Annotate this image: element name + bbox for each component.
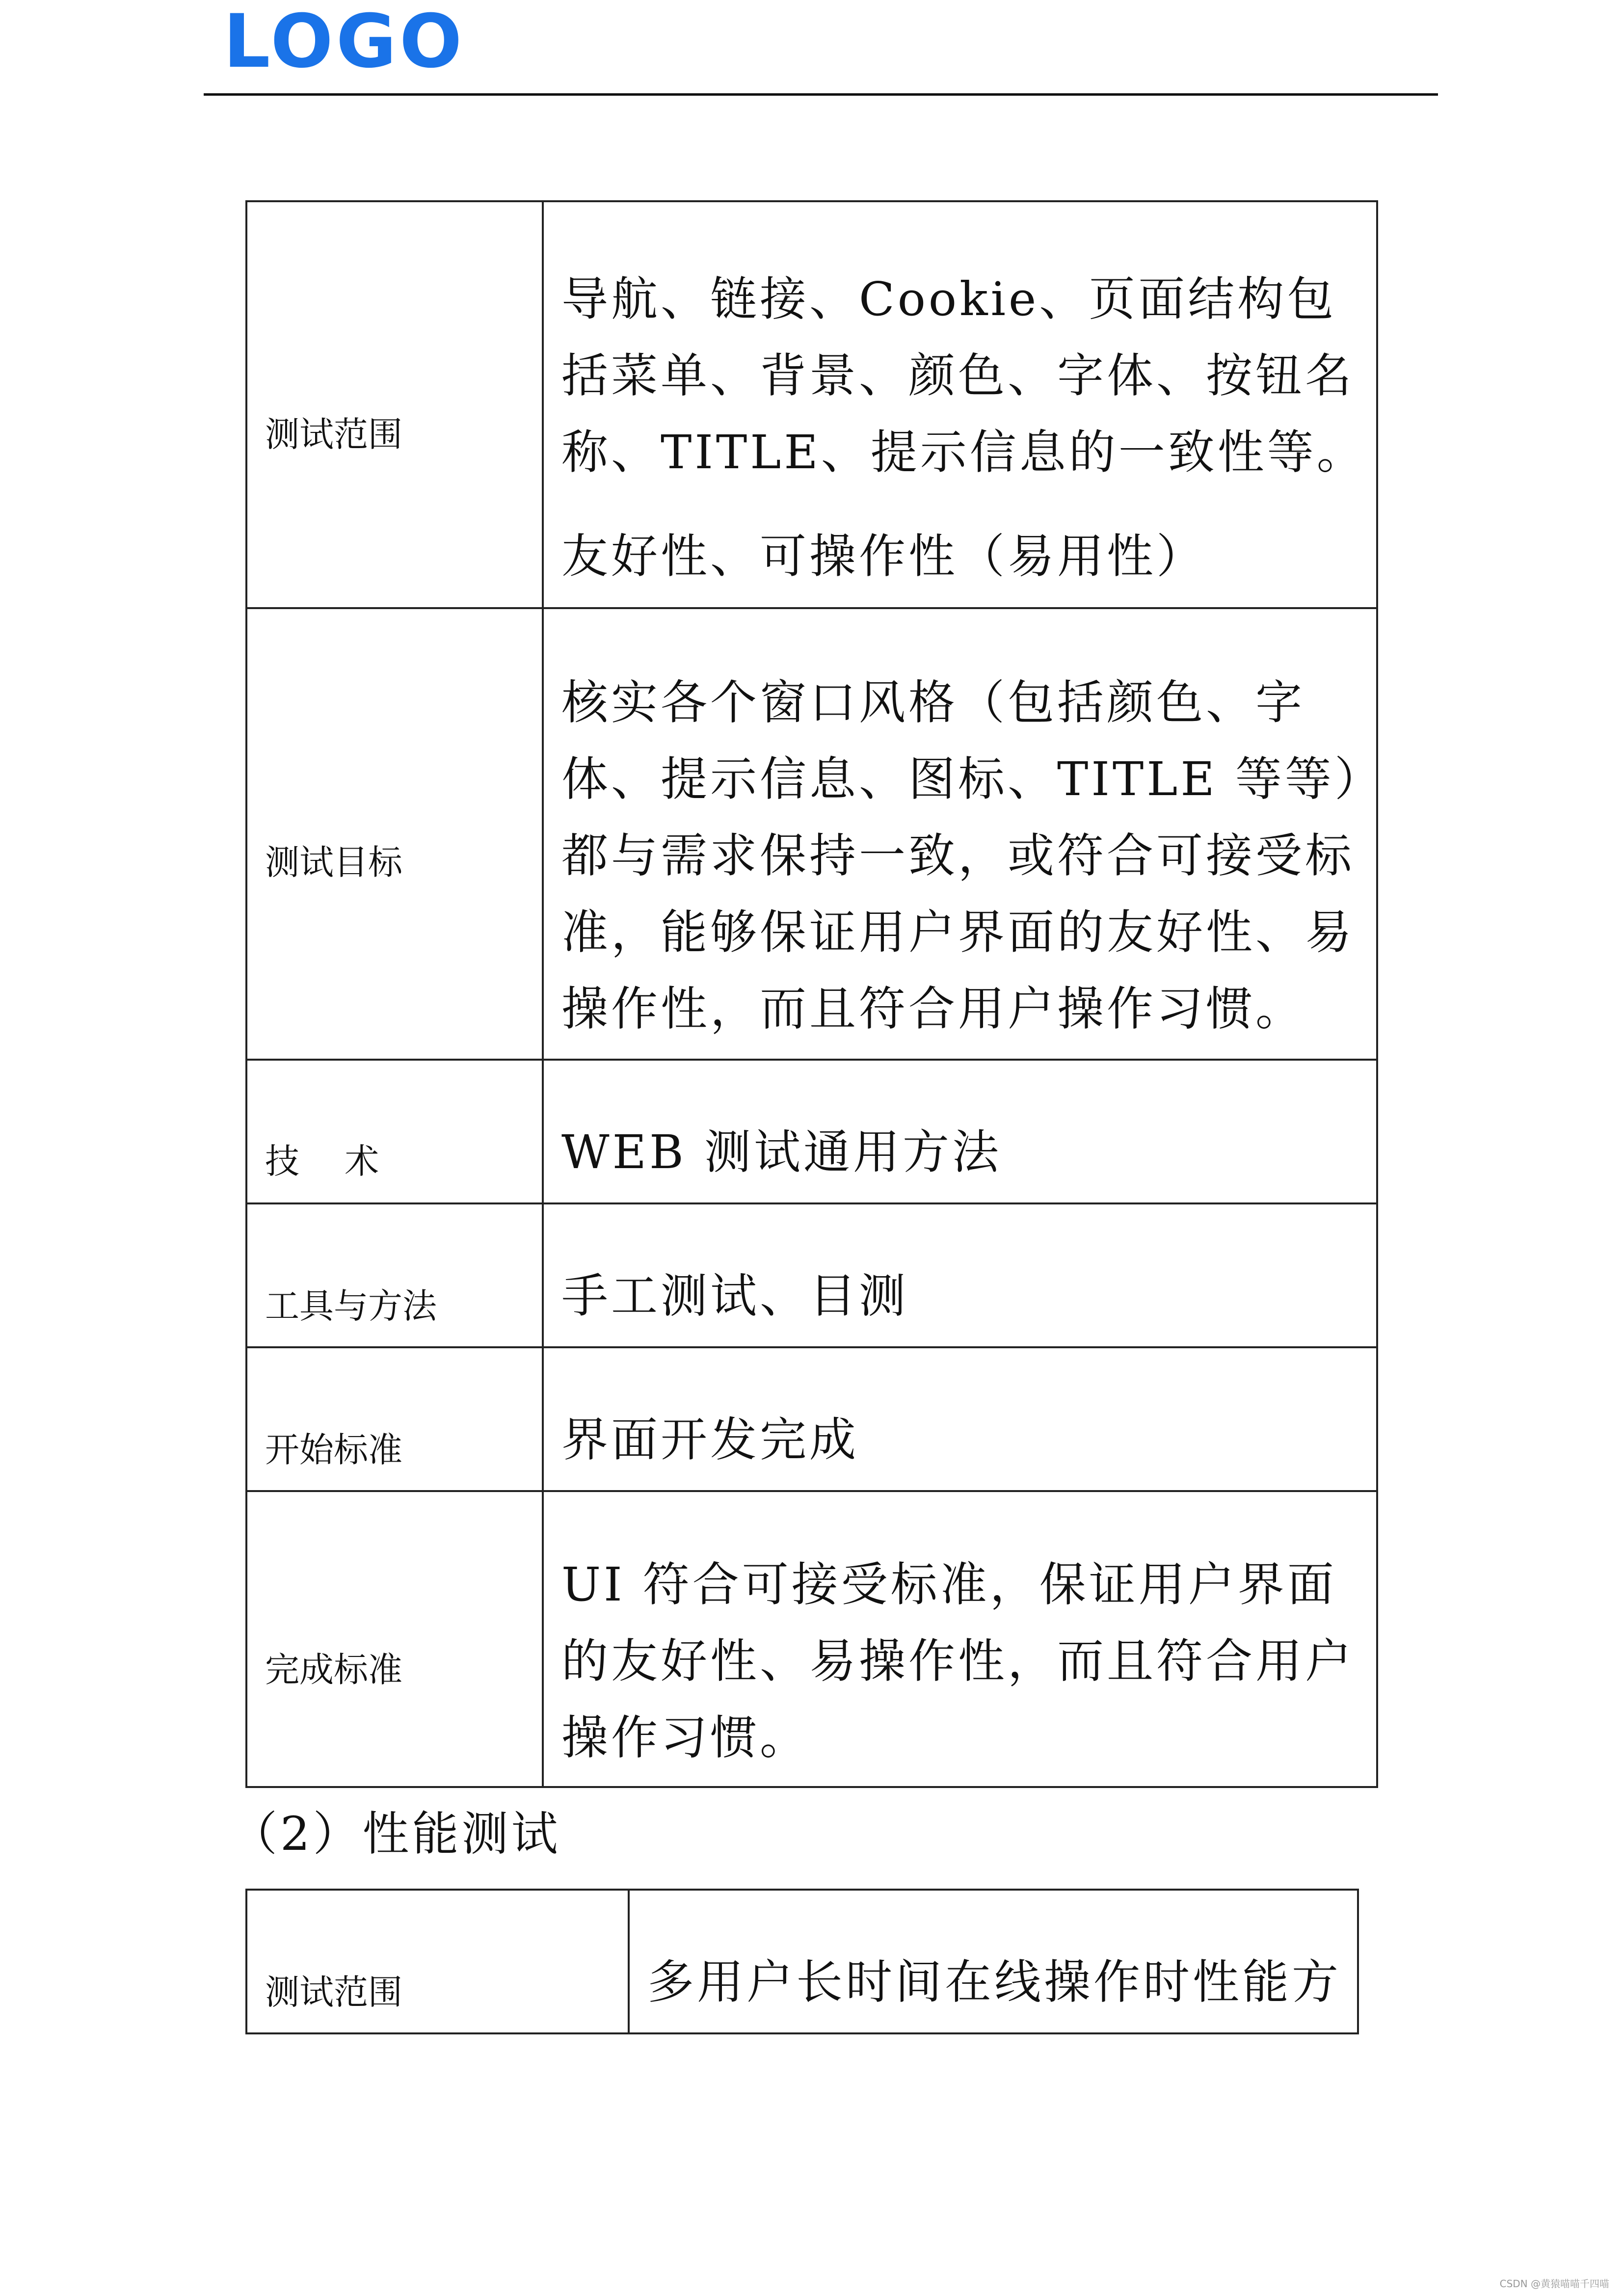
row-label: 测试范围 <box>246 1890 629 2033</box>
table-row-completion-criteria <box>246 1491 1377 1787</box>
table-row-test-scope <box>246 1890 1358 2033</box>
content-paragraph: 界面开发完成 <box>561 1413 859 1467</box>
section-heading-performance: （2）性能测试 <box>231 1807 561 1861</box>
row-label: 开始标准 <box>246 1347 543 1491</box>
table-row-test-scope <box>246 201 1377 608</box>
row-content <box>543 1347 1377 1491</box>
content-paragraph: 友好性、可操作性（易用性） <box>561 530 1206 584</box>
content-paragraph: 手工测试、目测 <box>561 1269 909 1323</box>
performance-test-spec-table <box>245 1889 1359 2034</box>
content-paragraph: 导航、链接、Cookie、页面结构包括菜单、背景、颜色、字体、按钮名称、TITLE、提示信息的一致性等。 <box>561 272 1366 480</box>
table-row-start-criteria <box>246 1347 1377 1491</box>
content-paragraph: 多用户长时间在线操作时性能方 <box>647 1955 1342 2009</box>
row-label: 工具与方法 <box>246 1203 543 1347</box>
row-label: 测试范围 <box>246 201 543 608</box>
row-content <box>543 608 1377 1060</box>
content-paragraph: WEB 测试通用方法 <box>561 1125 1002 1179</box>
ui-test-spec-table <box>245 200 1378 1788</box>
header-divider <box>204 93 1438 96</box>
content-paragraph: UI 符合可接受标准，保证用户界面的友好性、易操作性，而且符合用户操作习惯。 <box>561 1557 1355 1765</box>
row-content <box>543 1203 1377 1347</box>
content-paragraph: 核实各个窗口风格（包括颜色、字体、提示信息、图标、TITLE 等等）都与需求保持一致，或符合可接受标准，能够保证用户界面的友好性、易操作性，而且符合用户操作习惯。 <box>561 676 1361 1036</box>
row-label: 测试目标 <box>246 608 543 1060</box>
row-content <box>543 201 1377 608</box>
row-label: 完成标准 <box>246 1491 543 1787</box>
row-content <box>543 1060 1377 1203</box>
row-content <box>543 1491 1377 1787</box>
table-row-test-goal <box>246 608 1377 1060</box>
table-row-technique <box>246 1060 1377 1203</box>
table-row-tools-methods <box>246 1203 1377 1347</box>
company-logo: LOGO <box>223 0 465 84</box>
row-label: 技 术 <box>246 1060 543 1203</box>
row-content <box>629 1890 1358 2033</box>
watermark: CSDN @黄猿喵喵千四喵 <box>1499 2278 1609 2290</box>
